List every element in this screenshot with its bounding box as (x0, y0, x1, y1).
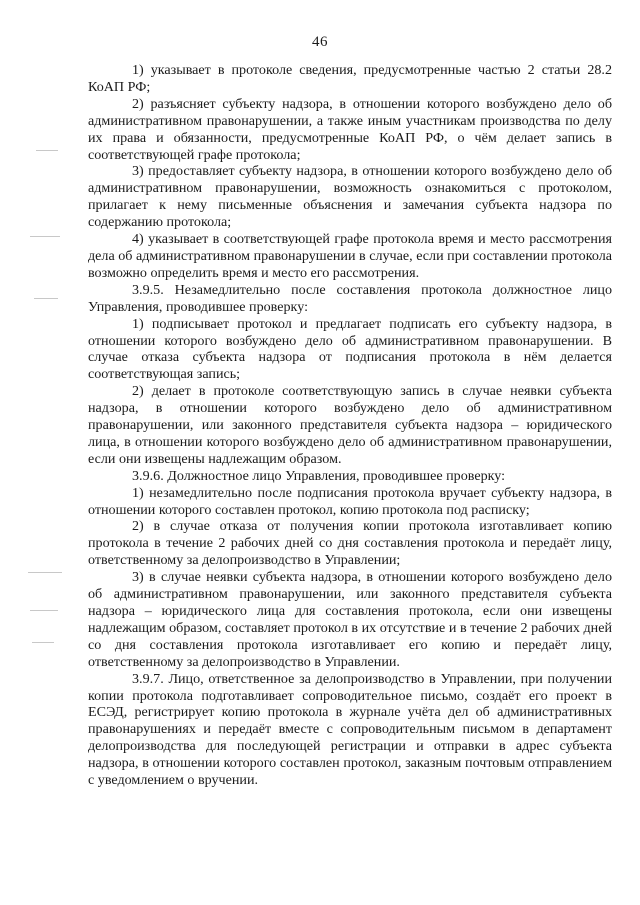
scan-artifact (32, 642, 54, 643)
document-body (88, 62, 612, 789)
paragraph: 3) в случае неявки субъекта надзора, в отношении которого возбуждено дело об административном правонарушении, или законного представителя субъекта надзора – юридического лица для составления протокола, если они извещены надлежащим образом, составляет протокол в их отсутствие и в течение 2 рабочих дней со дня составления протокола изготавливает его копию и передаёт лицу, ответственному за делопроизводство в Управлении. (88, 569, 612, 670)
paragraph: 3.9.5. Незамедлительно после составления протокола должностное лицо Управления, проводившее проверку: (88, 281, 612, 315)
scan-artifact (28, 572, 62, 573)
paragraph: 2) разъясняет субъекту надзора, в отношении которого возбуждено дело об административном правонарушении, а также иным участникам производства по делу их права и обязанности, предусмотренные КоАП РФ, о чём делает запись в соответствующей графе протокола; (88, 95, 612, 163)
paragraph: 3.9.7. Лицо, ответственное за делопроизводство в Управлении, при получении копии протокола подготавливает сопроводительное письмо, создаёт его проект в ЕСЭД, регистрирует копию протокола в журнале учёта дел об административных правонарушениях и передаёт вместе с сопроводительным письмом в департамент делопроизводства для последующей регистрации и отправки в адрес субъекта надзора, в отношении которого составлен протокол, заказным почтовым отправлением с уведомлением о вручении. (88, 670, 612, 789)
paragraph: 1) указывает в протоколе сведения, предусмотренные частью 2 статьи 28.2 КоАП РФ; (88, 62, 612, 95)
scan-artifact (30, 610, 58, 611)
paragraph: 3.9.6. Должностное лицо Управления, проводившее проверку: (132, 467, 506, 484)
paragraph: 3) предоставляет субъекту надзора, в отношении которого возбуждено дело об административном правонарушении, возможность ознакомиться с протоколом, прилагает к нему письменные объяснения и замечания субъекта надзора по содержанию протокола; (88, 163, 612, 231)
scan-artifact (36, 150, 58, 151)
paragraph: 2) делает в протоколе соответствующую запись в случае неявки субъекта надзора, в отношении которого возбуждено дело об административном правонарушении, или законного представителя субъекта надзора – юридического лица, в отношении которого возбуждено дело об административном правонарушении, если они извещены надлежащим образом. (88, 383, 612, 467)
scan-artifact (34, 298, 58, 299)
scan-artifact (30, 236, 60, 237)
page-number: 46 (312, 34, 328, 50)
paragraph: 2) в случае отказа от получения копии протокола изготавливает копию протокола в течение 2 рабочих дней со дня составления протокола и передаёт лицу, ответственному за делопроизводство в Управлении; (88, 518, 612, 569)
paragraph: 4) указывает в соответствующей графе протокола время и место рассмотрения дела об административном правонарушении в случае, если при составлении протокола возможно определить время и место его рассмотрения. (88, 231, 612, 281)
paragraph: 1) подписывает протокол и предлагает подписать его субъекту надзора, в отношении которого возбуждено дело об административном правонарушении. В случае отказа субъекта надзора от подписания протокола в нём делается соответствующая запись; (88, 315, 612, 383)
paragraph: 1) незамедлительно после подписания протокола вручает субъекту надзора, в отношении которого составлен протокол, копию протокола под расписку; (88, 484, 612, 518)
